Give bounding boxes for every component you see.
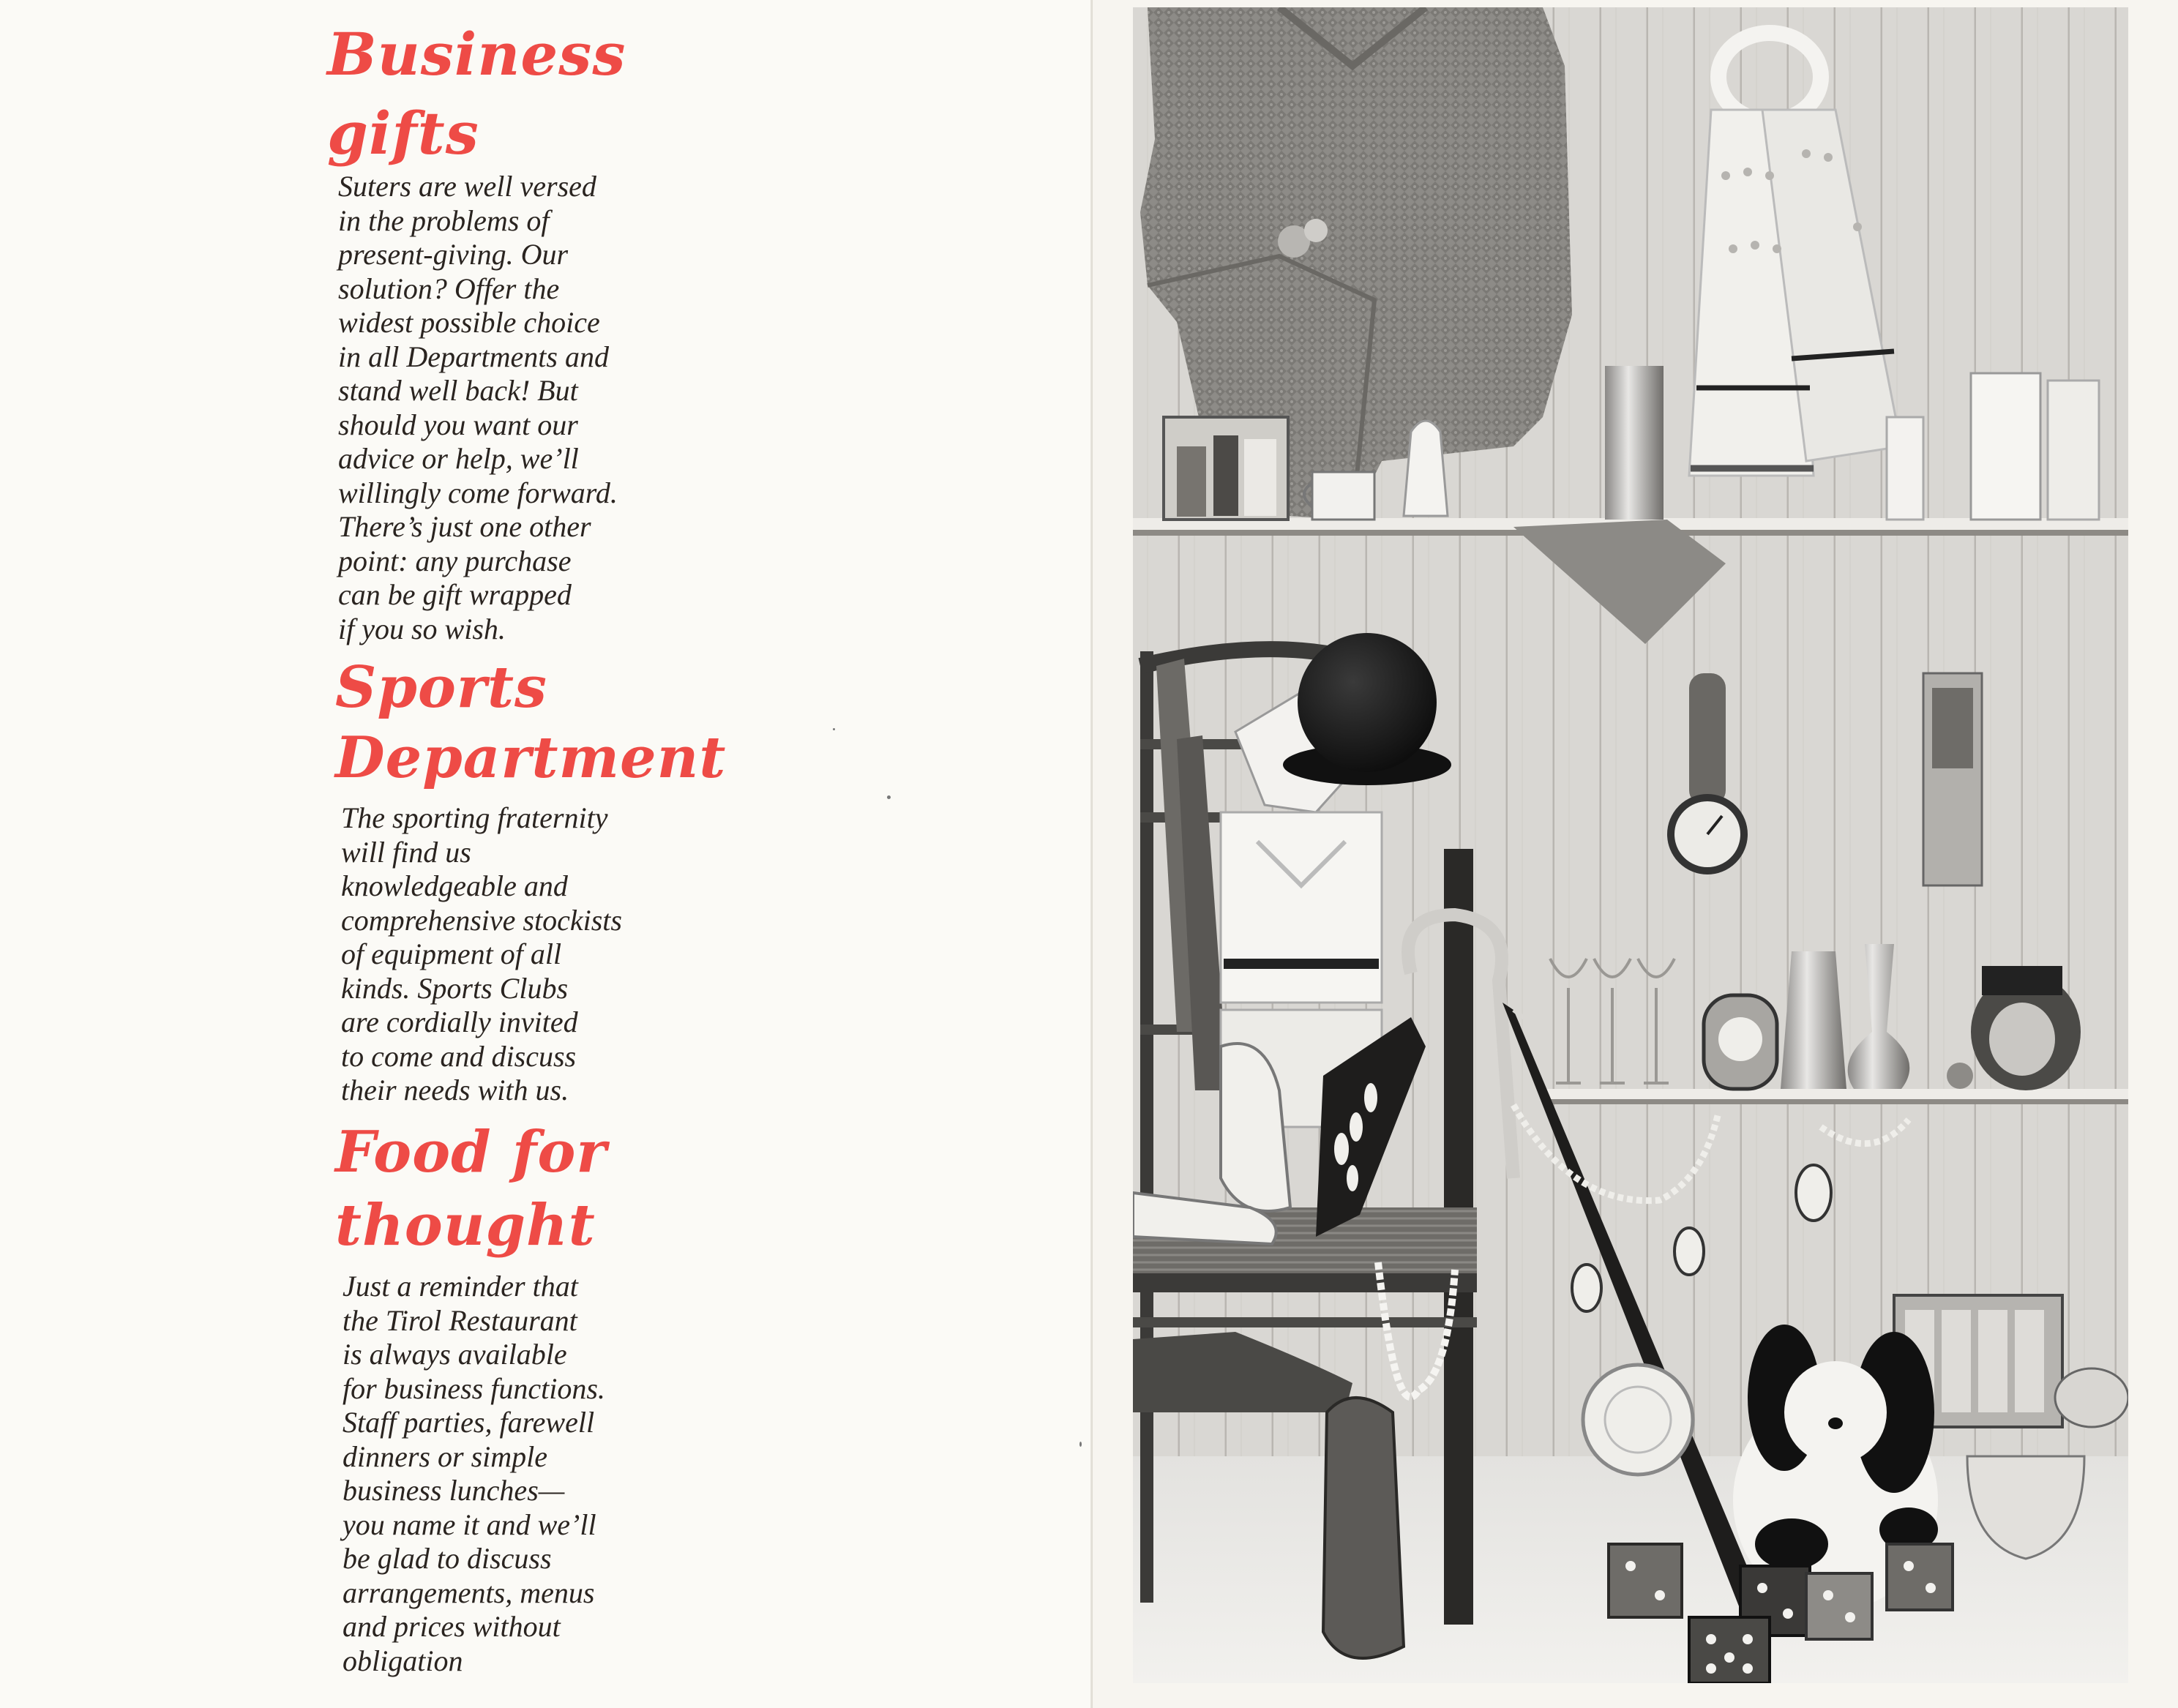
body-line: arrangements, menus — [343, 1576, 595, 1609]
body-line: can be gift wrapped — [338, 578, 572, 611]
body-line: for business functions. — [343, 1371, 605, 1405]
body-line: the Tirol Restaurant — [343, 1303, 577, 1337]
body-line: Suters are well versed — [338, 170, 596, 203]
body-line: Just a reminder that — [343, 1270, 578, 1303]
body-line: and prices without — [343, 1610, 561, 1643]
print-speck — [887, 795, 891, 799]
body-line: in all Departments and — [338, 340, 609, 373]
body-line: willingly come forward. — [338, 476, 618, 509]
body-line: kinds. Sports Clubs — [341, 971, 569, 1005]
body-line: business lunches— — [343, 1474, 565, 1507]
heading-sports-department — [335, 653, 726, 793]
body-line: are cordially invited — [341, 1005, 578, 1038]
heading-line: Business — [327, 20, 626, 89]
body-line: knowledgeable and — [341, 869, 568, 902]
body-line: should you want our — [338, 408, 578, 441]
body-line: their needs with us. — [341, 1074, 569, 1106]
print-speck — [1079, 1442, 1082, 1447]
heading-food-for-thought — [335, 1116, 607, 1262]
body-line: in the problems of — [338, 203, 550, 237]
body-line: be glad to discuss — [343, 1542, 552, 1575]
body-line: dinners or simple — [343, 1439, 547, 1473]
body-line: present-giving. Our — [338, 238, 569, 271]
body-line: stand well back! But — [338, 374, 578, 407]
heading-line: Sports — [335, 654, 547, 721]
body-line: Staff parties, farewell — [343, 1406, 595, 1439]
body-line: widest possible choice — [338, 306, 600, 339]
heading-line: thought — [335, 1192, 596, 1259]
body-line: is always available — [343, 1338, 567, 1371]
body-line: of equipment of all — [341, 937, 562, 970]
body-line: will find us — [341, 835, 471, 869]
heading-business-gifts — [327, 15, 626, 173]
body-line: to come and discuss — [341, 1039, 577, 1073]
body-line: comprehensive stockists — [341, 903, 622, 937]
body-line: obligation — [343, 1644, 463, 1677]
heading-line: Department — [335, 724, 727, 791]
gift-merchandise-photo — [1133, 7, 2128, 1683]
body-line: The sporting fraternity — [341, 801, 608, 834]
body-sports-department — [341, 801, 622, 1108]
heading-line: gifts — [327, 99, 479, 168]
heading-line: Food for — [335, 1119, 607, 1186]
body-business-gifts — [338, 170, 618, 646]
body-line: if you so wish. — [338, 612, 506, 645]
body-line: There’s just one other — [338, 510, 591, 543]
photo-illustration — [1133, 7, 2128, 1683]
body-line: point: any purchase — [338, 544, 572, 577]
body-food-for-thought — [343, 1270, 605, 1678]
body-line: advice or help, we’ll — [338, 442, 579, 475]
print-speck — [833, 728, 835, 730]
body-line: solution? Offer the — [338, 271, 560, 305]
body-line: you name it and we’ll — [343, 1507, 596, 1541]
